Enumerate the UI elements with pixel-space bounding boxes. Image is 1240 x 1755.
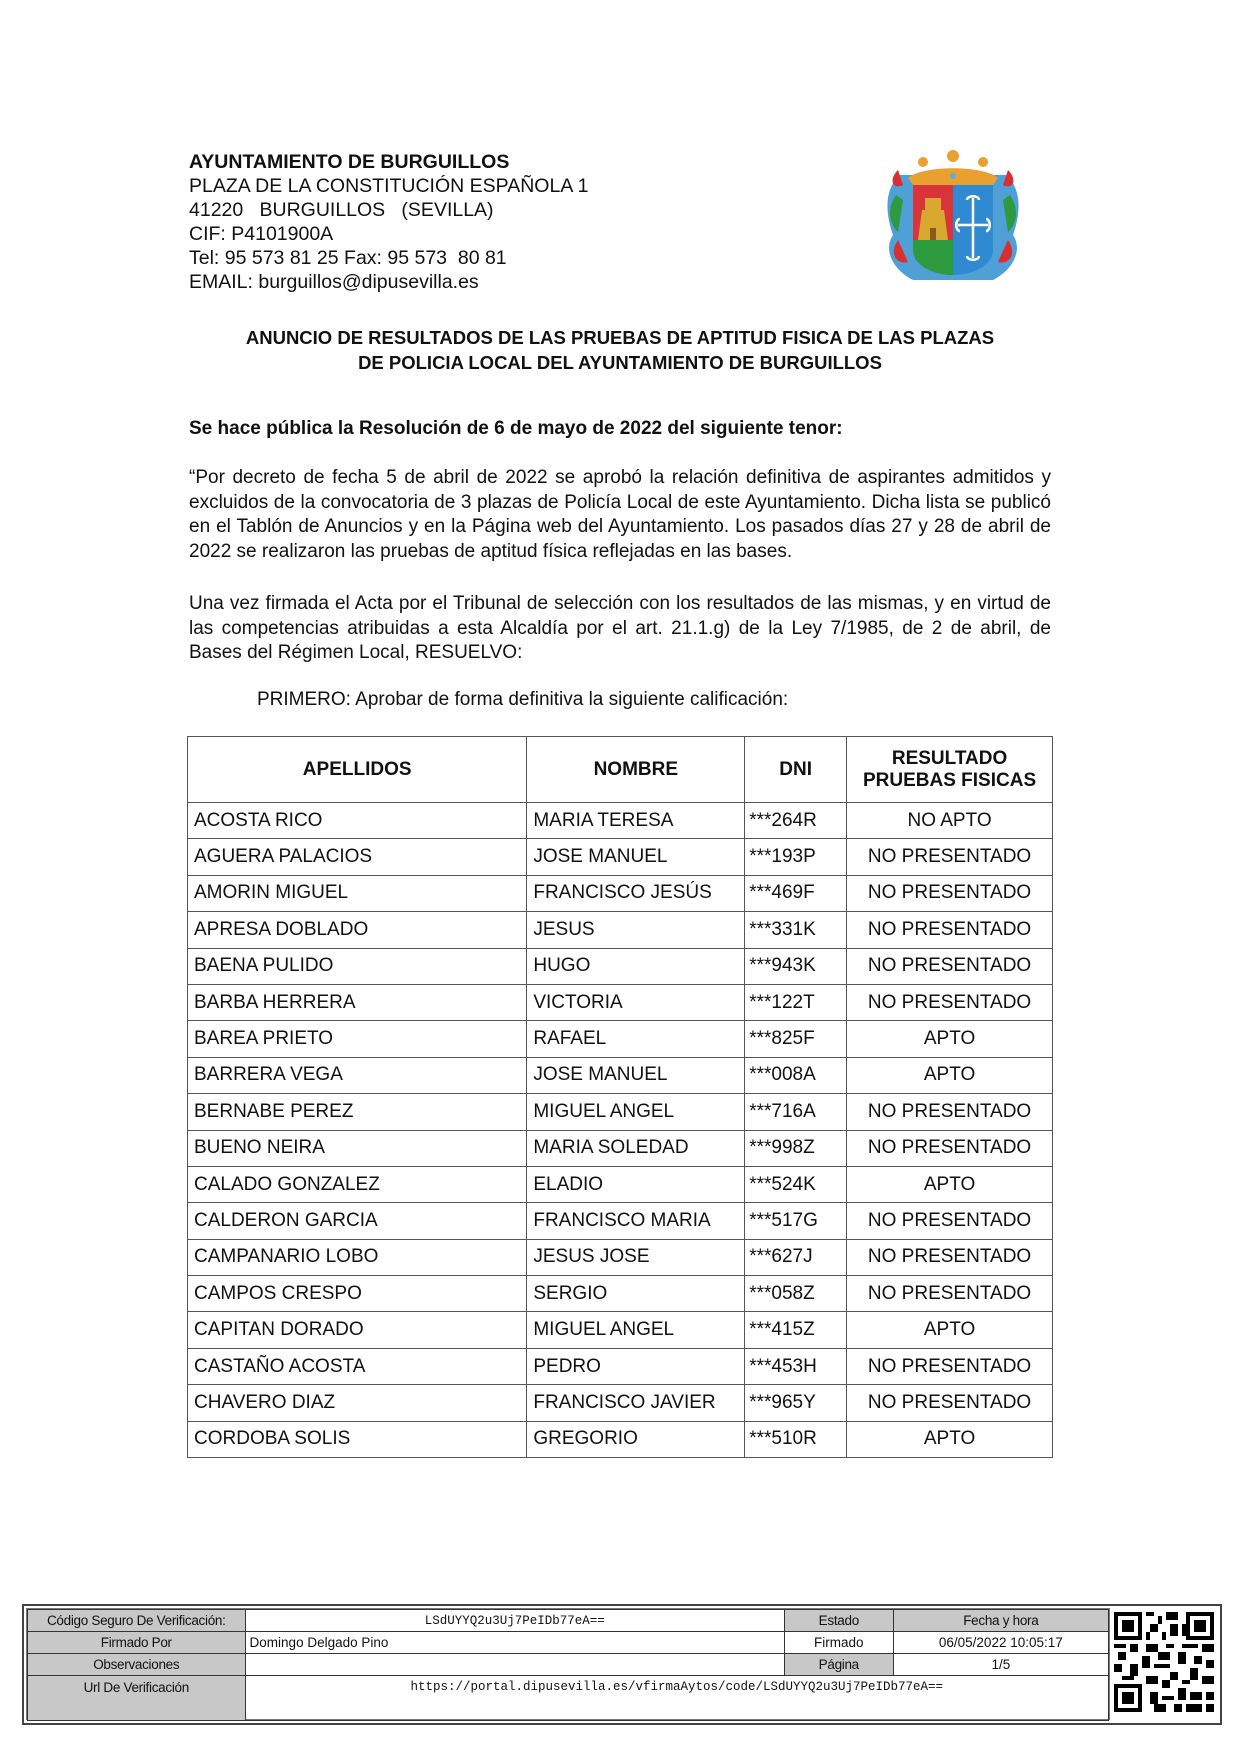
address: PLAZA DE LA CONSTITUCIÓN ESPAÑOLA 1: [189, 175, 589, 197]
qr-code-icon: [1114, 1612, 1214, 1712]
cell-dni: ***331K: [745, 912, 847, 948]
verification-footer: [22, 1604, 1222, 1725]
verification-url-link[interactable]: https://portal.dipusevilla.es/vfirmaAytos/code/LSdUYYQ2u3Uj7PeIDb77eA==: [245, 1676, 1108, 1721]
table-row: [188, 875, 1053, 911]
cell-dni: ***998Z: [745, 1130, 847, 1166]
codigo-value: LSdUYYQ2u3Uj7PeIDb77eA==: [245, 1610, 784, 1632]
cell-nombre: JOSE MANUEL: [527, 839, 745, 875]
cell-apellidos: CASTAÑO ACOSTA: [188, 1348, 527, 1384]
table-row: [188, 1276, 1053, 1312]
cell-apellidos: CAPITAN DORADO: [188, 1312, 527, 1348]
cell-apellidos: CHAVERO DIAZ: [188, 1385, 527, 1421]
cell-apellidos: AGUERA PALACIOS: [188, 839, 527, 875]
cell-apellidos: BERNABE PEREZ: [188, 1094, 527, 1130]
cell-resultado: APTO: [847, 1057, 1053, 1093]
cell-dni: ***716A: [745, 1094, 847, 1130]
cell-nombre: FRANCISCO JESÚS: [527, 875, 745, 911]
cell-nombre: PEDRO: [527, 1348, 745, 1384]
header-resultado: [847, 737, 1053, 803]
results-body: [188, 803, 1053, 1458]
header-apellidos: APELLIDOS: [188, 737, 527, 803]
cell-nombre: ELADIO: [527, 1166, 745, 1202]
cell-nombre: HUGO: [527, 948, 745, 984]
cell-nombre: MIGUEL ANGEL: [527, 1312, 745, 1348]
estado-value: Firmado: [784, 1632, 893, 1654]
estado-label: Estado: [784, 1610, 893, 1632]
title-line-1: ANUNCIO DE RESULTADOS DE LAS PRUEBAS DE APTITUD FISICA DE LAS PLAZAS: [245, 327, 995, 348]
cell-resultado: NO PRESENTADO: [847, 948, 1053, 984]
cell-dni: ***965Y: [745, 1385, 847, 1421]
cell-apellidos: BARBA HERRERA: [188, 984, 527, 1020]
verification-table: [27, 1609, 1109, 1721]
cell-apellidos: BAENA PULIDO: [188, 948, 527, 984]
table-row: [188, 803, 1053, 839]
paragraph-resolution: Una vez firmada el Acta por el Tribunal de selección con los resultados de las mismas, y en virtud de las competencias atribuidas a esta Alcaldía por el art. 21.1.g) de la Ley 7/1985, de 2 de abril, de Bases del Régimen Local, RESUELVO:: [189, 593, 1051, 663]
cell-dni: ***469F: [745, 875, 847, 911]
cell-resultado: NO PRESENTADO: [847, 1239, 1053, 1275]
verification-row-observations: [28, 1654, 1109, 1676]
table-row: [188, 1021, 1053, 1057]
cell-nombre: JESUS JOSE: [527, 1239, 745, 1275]
cell-resultado: NO PRESENTADO: [847, 1348, 1053, 1384]
cell-resultado: NO PRESENTADO: [847, 1276, 1053, 1312]
cell-resultado: APTO: [847, 1021, 1053, 1057]
cell-apellidos: BUENO NEIRA: [188, 1130, 527, 1166]
cell-dni: ***058Z: [745, 1276, 847, 1312]
cell-resultado: APTO: [847, 1166, 1053, 1202]
cell-resultado: APTO: [847, 1421, 1053, 1457]
cell-apellidos: CAMPOS CRESPO: [188, 1276, 527, 1312]
cell-nombre: MIGUEL ANGEL: [527, 1094, 745, 1130]
resolution-intro: Se hace pública la Resolución de 6 de mayo de 2022 del siguiente tenor:: [189, 418, 843, 439]
header-nombre: NOMBRE: [527, 737, 745, 803]
codigo-label: Código Seguro De Verificación:: [28, 1610, 246, 1632]
cell-nombre: FRANCISCO MARIA: [527, 1203, 745, 1239]
table-row: [188, 839, 1053, 875]
firmado-por-label: Firmado Por: [28, 1632, 246, 1654]
header-dni: DNI: [745, 737, 847, 803]
results-table: [187, 736, 1053, 1458]
url-label: Url De Verificación: [28, 1676, 246, 1721]
cell-nombre: JESUS: [527, 912, 745, 948]
coat-of-arms-icon: [878, 140, 1028, 290]
cell-dni: ***264R: [745, 803, 847, 839]
cell-nombre: GREGORIO: [527, 1421, 745, 1457]
city: 41220 BURGUILLOS (SEVILLA): [189, 199, 494, 221]
cell-resultado: NO PRESENTADO: [847, 1203, 1053, 1239]
cell-resultado: NO PRESENTADO: [847, 1385, 1053, 1421]
cell-dni: ***193P: [745, 839, 847, 875]
cell-nombre: MARIA SOLEDAD: [527, 1130, 745, 1166]
table-row: [188, 1312, 1053, 1348]
cell-dni: ***453H: [745, 1348, 847, 1384]
cell-apellidos: CALDERON GARCIA: [188, 1203, 527, 1239]
table-row: [188, 1166, 1053, 1202]
cell-dni: ***122T: [745, 984, 847, 1020]
cell-apellidos: APRESA DOBLADO: [188, 912, 527, 948]
cell-nombre: MARIA TERESA: [527, 803, 745, 839]
cell-apellidos: BARRERA VEGA: [188, 1057, 527, 1093]
cell-dni: ***415Z: [745, 1312, 847, 1348]
pagina-label: Página: [784, 1654, 893, 1676]
document-title: [180, 325, 1060, 375]
cell-nombre: FRANCISCO JAVIER: [527, 1385, 745, 1421]
cell-resultado: NO PRESENTADO: [847, 875, 1053, 911]
verification-row-code: [28, 1610, 1109, 1632]
header-resultado-line-1: RESULTADO: [891, 747, 1008, 769]
cell-apellidos: AMORIN MIGUEL: [188, 875, 527, 911]
organization-name: AYUNTAMIENTO DE BURGUILLOS: [189, 151, 510, 173]
table-row: [188, 1203, 1053, 1239]
cell-nombre: JOSE MANUEL: [527, 1057, 745, 1093]
table-row: [188, 1130, 1053, 1166]
table-row: [188, 1348, 1053, 1384]
title-line-2: DE POLICIA LOCAL DEL AYUNTAMIENTO DE BURGUILLOS: [358, 352, 882, 373]
table-header-row: [188, 737, 1053, 803]
cell-apellidos: CALADO GONZALEZ: [188, 1166, 527, 1202]
table-row: [188, 984, 1053, 1020]
cell-dni: ***008A: [745, 1057, 847, 1093]
firmado-por-value: Domingo Delgado Pino: [245, 1632, 784, 1654]
pagina-value: 1/5: [893, 1654, 1108, 1676]
cell-dni: ***943K: [745, 948, 847, 984]
cell-dni: ***627J: [745, 1239, 847, 1275]
table-row: [188, 1239, 1053, 1275]
phone-fax: Tel: 95 573 81 25 Fax: 95 573 80 81: [189, 247, 507, 269]
cell-resultado: NO PRESENTADO: [847, 839, 1053, 875]
cell-apellidos: BAREA PRIETO: [188, 1021, 527, 1057]
email: EMAIL: burguillos@dipusevilla.es: [189, 271, 479, 293]
verification-row-url: [28, 1676, 1109, 1721]
cell-dni: ***510R: [745, 1421, 847, 1457]
cell-nombre: SERGIO: [527, 1276, 745, 1312]
observaciones-label: Observaciones: [28, 1654, 246, 1676]
cell-dni: ***517G: [745, 1203, 847, 1239]
table-row: [188, 1385, 1053, 1421]
verification-table-frame: [26, 1608, 1110, 1720]
table-row: [188, 1094, 1053, 1130]
paragraph-decree: “Por decreto de fecha 5 de abril de 2022 se aprobó la relación definitiva de aspirantes admitidos y excluidos de la convocatoria de 3 plazas de Policía Local de este Ayuntamiento. Dicha lista se publicó en el Tablón de Anuncios y en la Página web del Ayuntamiento. Los pasados días 27 y 28 de abril de 2022 se realizaron las pruebas de aptitud física reflejadas en las bases.: [189, 467, 1051, 562]
cif: CIF: P4101900A: [189, 223, 334, 245]
table-row: [188, 1421, 1053, 1457]
table-row: [188, 1057, 1053, 1093]
fecha-label: Fecha y hora: [893, 1610, 1108, 1632]
cell-resultado: NO PRESENTADO: [847, 1130, 1053, 1166]
cell-resultado: NO PRESENTADO: [847, 984, 1053, 1020]
table-row: [188, 948, 1053, 984]
observaciones-value: [245, 1654, 784, 1676]
cell-apellidos: CORDOBA SOLIS: [188, 1421, 527, 1457]
cell-apellidos: CAMPANARIO LOBO: [188, 1239, 527, 1275]
cell-resultado: NO PRESENTADO: [847, 912, 1053, 948]
cell-resultado: NO PRESENTADO: [847, 1094, 1053, 1130]
cell-resultado: NO APTO: [847, 803, 1053, 839]
cell-dni: ***524K: [745, 1166, 847, 1202]
cell-nombre: RAFAEL: [527, 1021, 745, 1057]
cell-resultado: APTO: [847, 1312, 1053, 1348]
table-row: [188, 912, 1053, 948]
cell-dni: ***825F: [745, 1021, 847, 1057]
cell-apellidos: ACOSTA RICO: [188, 803, 527, 839]
fecha-value: 06/05/2022 10:05:17: [893, 1632, 1108, 1654]
header-resultado-line-2: PRUEBAS FISICAS: [862, 769, 1037, 791]
letterhead: [189, 150, 589, 294]
primero-clause: PRIMERO: Aprobar de forma definitiva la siguiente calificación:: [257, 689, 789, 710]
cell-nombre: VICTORIA: [527, 984, 745, 1020]
verification-row-signer: [28, 1632, 1109, 1654]
